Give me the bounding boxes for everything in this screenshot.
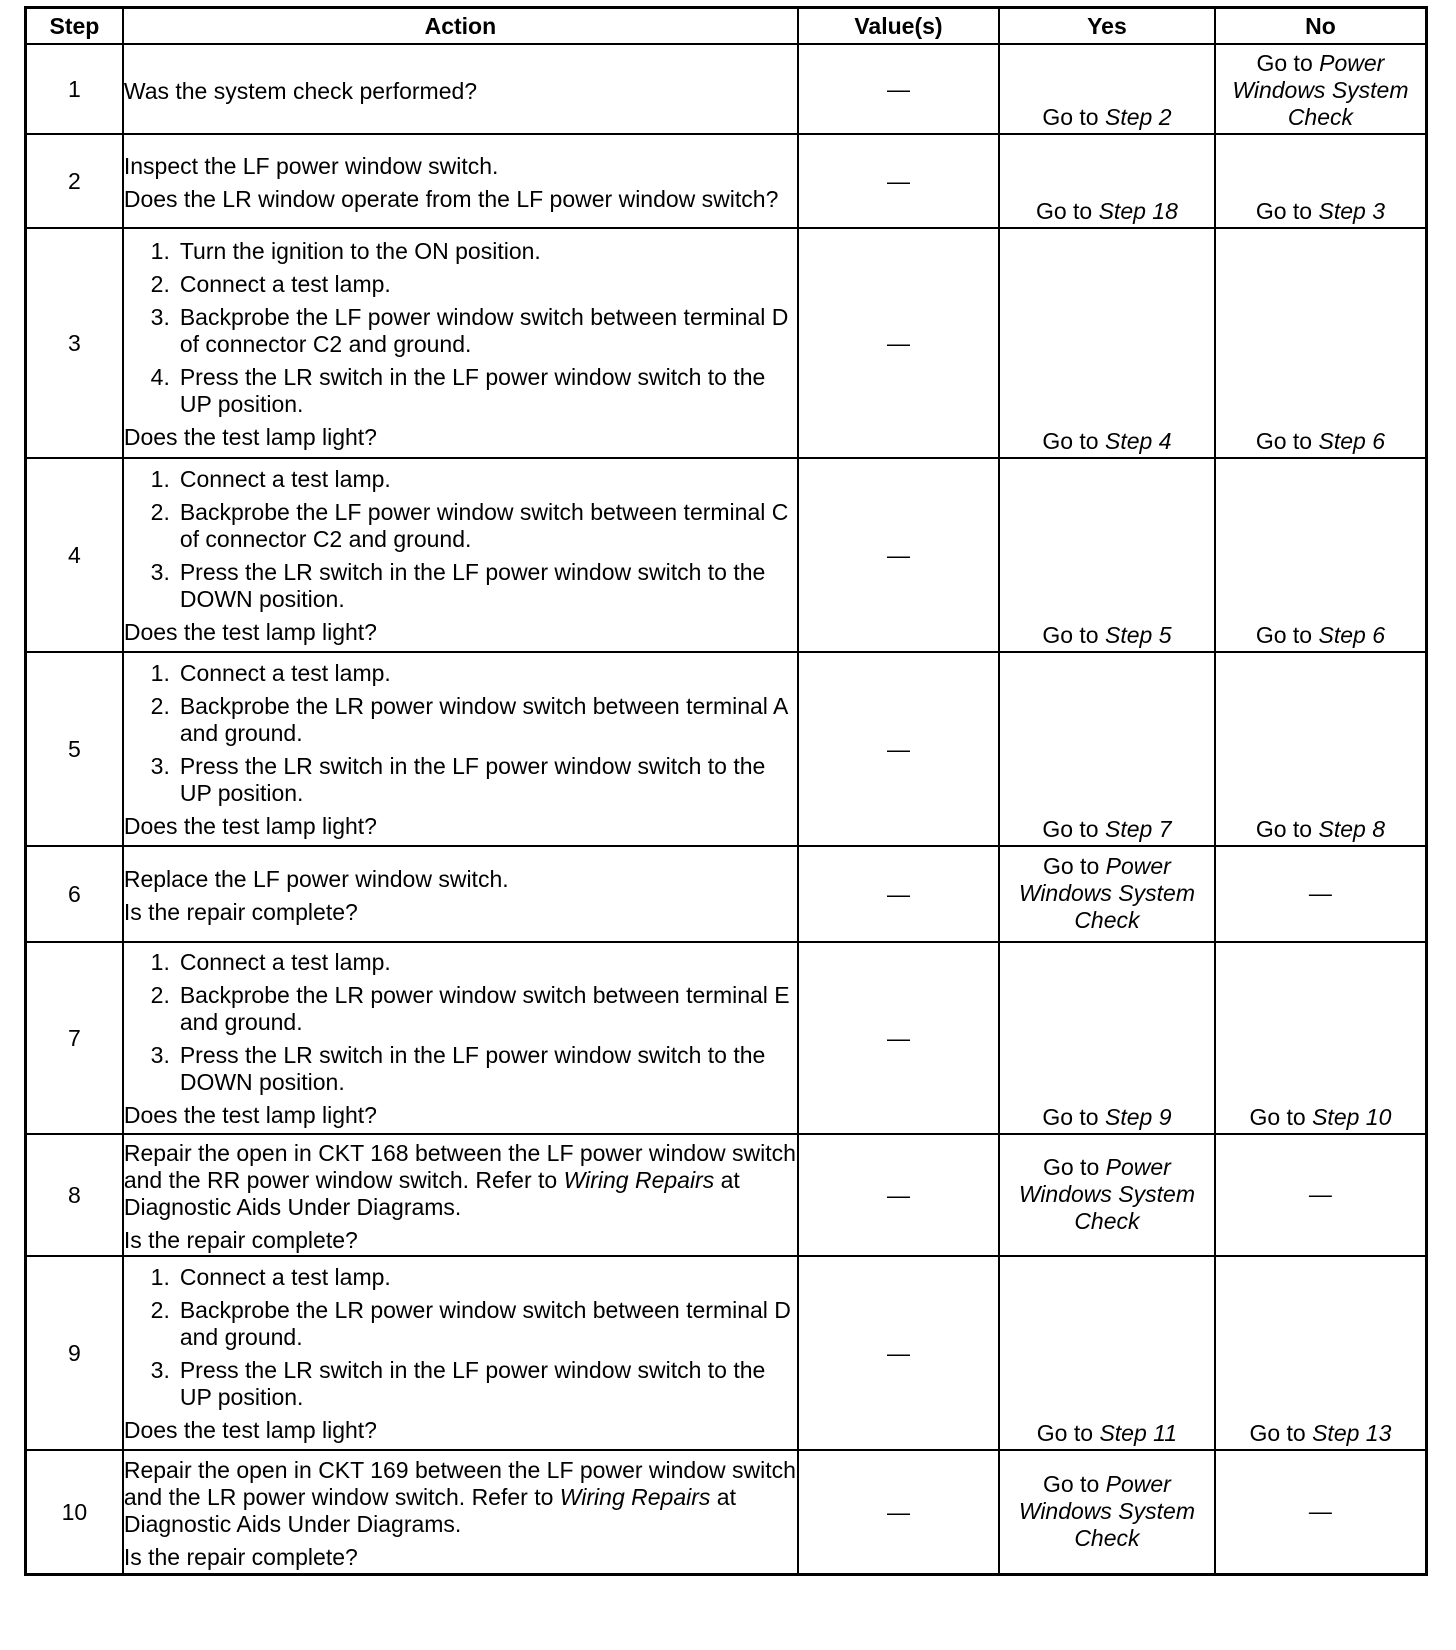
result-line [1256,198,1385,225]
action-cell [123,846,798,942]
action-cell [123,1134,798,1256]
result-text [1000,45,1214,133]
yes-cell [999,458,1215,652]
no-cell [1215,228,1427,458]
action-text [124,1227,797,1254]
result-line [1256,622,1385,649]
table-row [26,1134,1427,1256]
result-target: Step 2 [1104,104,1172,130]
header-yes: Yes [999,8,1215,45]
table-row [26,1450,1427,1575]
action-step [124,499,797,553]
result-line [1249,1104,1391,1131]
action-cell [123,44,798,134]
yes-cell [999,942,1215,1134]
result-text [1216,45,1425,133]
result-text [1000,1451,1214,1573]
table-row [26,942,1427,1134]
action-text [124,619,797,646]
result-prefix: Go to [1255,428,1319,454]
action-step-number: 3. [150,1357,170,1383]
action-step-text: Connect a test lamp. [179,949,391,975]
result-target: Step 9 [1104,1104,1172,1130]
no-cell [1215,458,1427,652]
result-text [1000,847,1214,941]
value-cell: — [798,228,999,458]
result-line [1042,816,1171,843]
result-text [1000,1135,1214,1255]
action-sentence: Is the repair complete? [123,1227,358,1253]
action-cell [123,134,798,228]
result-prefix: Go to [1042,622,1105,648]
action-cell [123,458,798,652]
action-text [124,1457,797,1538]
value-cell: — [798,134,999,228]
action-step [124,982,797,1036]
result-prefix: Go to [1042,816,1105,842]
header-no: No [1215,8,1427,45]
result-text [1216,943,1425,1133]
action-steps [124,660,797,807]
result-target: Step 3 [1318,198,1385,224]
table-row [26,652,1427,846]
action-step-text: Backprobe the LR power window switch between terminal A and ground. [179,693,788,746]
result-line [1042,1104,1171,1131]
result-prefix: Go to [1036,1420,1100,1446]
action-text [124,899,797,926]
action-step-text: Press the LR switch in the LF power window switch to the UP position. [179,363,766,417]
action-sentence: Replace the LF power window switch. [123,866,509,892]
result-target: Power Windows System Check [1232,50,1409,130]
step-number: 9 [26,1256,123,1450]
action-text [124,813,797,840]
action-step-number: 2. [150,499,170,525]
action-sentence: Does the test lamp light? [123,423,377,450]
table-row [26,846,1427,942]
result-line [1037,1420,1177,1447]
result-line [1309,880,1332,907]
action-step-number: 4. [150,363,170,390]
result-line [1249,1420,1391,1447]
action-step-number: 1. [150,1264,170,1290]
result-line [1220,50,1421,131]
action-sentence-tail: at Diagnostic Aids Under Diagrams. [123,1167,740,1220]
reference-link: Wiring Repairs [559,1484,711,1510]
action-step-number: 2. [150,693,170,719]
action-step-number: 3. [150,753,170,779]
result-text [1216,459,1425,651]
no-cell [1215,134,1427,228]
result-text [1216,847,1425,941]
yes-cell [999,1450,1215,1575]
result-text [1000,135,1214,227]
action-sentence: Inspect the LF power window switch. [123,153,499,179]
result-text [1216,653,1425,845]
action-text [124,866,797,893]
result-target: Step 8 [1318,816,1385,842]
action-step-text: Press the LR switch in the LF power window switch to the UP position. [179,753,766,806]
result-line [1004,1154,1210,1235]
action-sentence: Was the system check performed? [123,77,478,104]
result-prefix: Go to [1255,622,1319,648]
action-step [124,364,797,418]
action-steps [124,1264,797,1411]
result-text [1000,653,1214,845]
value-cell: — [798,458,999,652]
result-line [1256,428,1385,455]
step-number: 5 [26,652,123,846]
result-line [1256,816,1385,843]
action-sentence: Repair the open in CKT 169 between the LF power window switch and the LR power window switch. Refer to [123,1457,796,1510]
action-cell [123,1450,798,1575]
action-step-text: Press the LR switch in the LF power window switch to the UP position. [179,1357,766,1410]
action-step [124,271,797,298]
action-sentence: Does the test lamp light? [123,619,377,645]
result-line [1036,198,1178,225]
action-step-number: 1. [150,660,170,686]
action-step-number: 2. [150,1297,170,1323]
no-cell [1215,846,1427,942]
result-line [1309,1498,1332,1525]
action-step [124,304,797,358]
action-step [124,1357,797,1411]
table-row [26,458,1427,652]
action-step-text: Connect a test lamp. [179,1264,391,1290]
step-number: 1 [26,44,123,134]
action-steps [124,466,797,613]
value-cell: — [798,1256,999,1450]
action-sentence: Repair the open in CKT 168 between the LF power window switch and the RR power window switch. Refer to [123,1140,796,1193]
diagnostic-table [24,6,1428,1576]
action-text [124,1102,797,1129]
action-step-number: 2. [150,270,170,297]
action-cell [123,942,798,1134]
header-action: Action [123,8,798,45]
action-step-number: 3. [150,1042,170,1068]
result-text [1000,1257,1214,1449]
result-prefix: Go to [1249,1420,1313,1446]
yes-cell [999,846,1215,942]
no-cell [1215,942,1427,1134]
result-prefix: Go to [1042,104,1105,130]
action-step-text: Press the LR switch in the LF power window switch to the DOWN position. [179,1042,766,1095]
result-target: Power Windows System Check [1018,1470,1195,1551]
result-target: Step 4 [1104,428,1172,454]
value-cell: — [798,942,999,1134]
action-sentence: Does the LR window operate from the LF power window switch? [123,186,779,212]
action-text [124,1140,797,1221]
result-text [1216,229,1425,457]
action-step-number: 2. [150,982,170,1008]
result-target: Step 13 [1312,1420,1392,1446]
result-prefix: — [1308,879,1332,906]
action-step [124,466,797,493]
yes-cell [999,1256,1215,1450]
action-step-text: Press the LR switch in the LF power window switch to the DOWN position. [179,559,766,612]
result-prefix: — [1308,1180,1332,1207]
result-text [1216,135,1425,227]
action-step [124,238,797,265]
table-row [26,134,1427,228]
value-cell: — [798,1450,999,1575]
result-text [1000,943,1214,1133]
yes-cell [999,228,1215,458]
result-text [1216,1257,1425,1449]
action-step-number: 3. [150,559,170,585]
action-sentence: Is the repair complete? [123,899,358,925]
step-number: 3 [26,228,123,458]
result-target: Step 11 [1099,1420,1178,1446]
result-prefix: — [1308,1497,1332,1524]
result-prefix: Go to [1255,198,1319,224]
action-text [124,424,797,451]
result-line [1004,1471,1210,1552]
result-line [1042,104,1171,131]
step-number: 6 [26,846,123,942]
step-number: 7 [26,942,123,1134]
table-row [26,228,1427,458]
action-text [124,153,797,180]
result-target: Step 7 [1104,816,1172,842]
action-cell [123,228,798,458]
step-number: 8 [26,1134,123,1256]
action-cell [123,652,798,846]
result-line [1309,1181,1332,1208]
step-number: 10 [26,1450,123,1575]
action-step [124,1297,797,1351]
action-text [124,1544,797,1571]
action-step-number: 3. [150,303,170,330]
action-step-text: Backprobe the LR power window switch between terminal E and ground. [179,982,790,1035]
action-step [124,1264,797,1291]
action-step-text: Turn the ignition to the ON position. [179,237,541,264]
table-row [26,44,1427,134]
action-step-number: 1. [150,237,170,264]
yes-cell [999,1134,1215,1256]
action-step-number: 1. [150,949,170,975]
result-prefix: Go to [1042,852,1106,879]
result-text [1216,1135,1425,1255]
result-text [1000,459,1214,651]
action-text [124,186,797,213]
action-step [124,693,797,747]
result-target: Step 6 [1318,428,1385,454]
action-cell [123,1256,798,1450]
result-prefix: Go to [1255,816,1319,842]
result-prefix: Go to [1042,1153,1106,1180]
result-target: Step 6 [1318,622,1385,648]
action-sentence: Is the repair complete? [123,1544,358,1570]
result-prefix: Go to [1035,198,1099,224]
result-target: Step 5 [1104,622,1172,648]
action-steps [124,238,797,418]
action-step-text: Connect a test lamp. [179,466,391,492]
header-step: Step [26,8,123,45]
action-step-text: Backprobe the LF power window switch between terminal D of connector C2 and ground. [179,303,789,357]
table-body [26,44,1427,1575]
action-sentence: Does the test lamp light? [123,1417,377,1443]
action-step-text: Backprobe the LF power window switch between terminal C of connector C2 and ground. [179,499,789,552]
value-cell: — [798,44,999,134]
action-step-text: Connect a test lamp. [179,660,391,686]
action-step-text: Connect a test lamp. [179,270,391,297]
no-cell [1215,1450,1427,1575]
result-text [1216,1451,1425,1573]
action-step [124,1042,797,1096]
action-step [124,753,797,807]
no-cell [1215,44,1427,134]
action-text [124,1417,797,1444]
result-prefix: Go to [1042,1104,1105,1130]
no-cell [1215,1256,1427,1450]
yes-cell [999,44,1215,134]
result-prefix: Go to [1042,428,1105,454]
value-cell: — [798,846,999,942]
result-line [1004,853,1210,934]
action-text [124,78,797,105]
action-step [124,660,797,687]
no-cell [1215,652,1427,846]
result-target: Power Windows System Check [1018,1153,1195,1234]
table-header [26,8,1427,45]
table-row [26,1256,1427,1450]
action-sentence: Does the test lamp light? [123,813,377,839]
action-step [124,559,797,613]
result-target: Step 10 [1312,1104,1392,1130]
yes-cell [999,134,1215,228]
result-target: Power Windows System Check [1018,852,1195,933]
result-line [1042,428,1171,455]
result-target: Step 18 [1098,198,1178,224]
action-steps [124,949,797,1096]
result-prefix: Go to [1249,1104,1313,1130]
result-prefix: Go to [1256,50,1320,76]
step-number: 2 [26,134,123,228]
header-values: Value(s) [798,8,999,45]
value-cell: — [798,1134,999,1256]
action-step [124,949,797,976]
action-step-number: 1. [150,466,170,492]
action-step-text: Backprobe the LR power window switch between terminal D and ground. [179,1297,791,1350]
no-cell [1215,1134,1427,1256]
yes-cell [999,652,1215,846]
reference-link: Wiring Repairs [563,1167,715,1193]
result-line [1042,622,1171,649]
step-number: 4 [26,458,123,652]
result-prefix: Go to [1042,1470,1106,1497]
action-sentence-tail: at Diagnostic Aids Under Diagrams. [123,1484,736,1537]
result-text [1000,229,1214,457]
action-sentence: Does the test lamp light? [123,1102,377,1128]
value-cell: — [798,652,999,846]
